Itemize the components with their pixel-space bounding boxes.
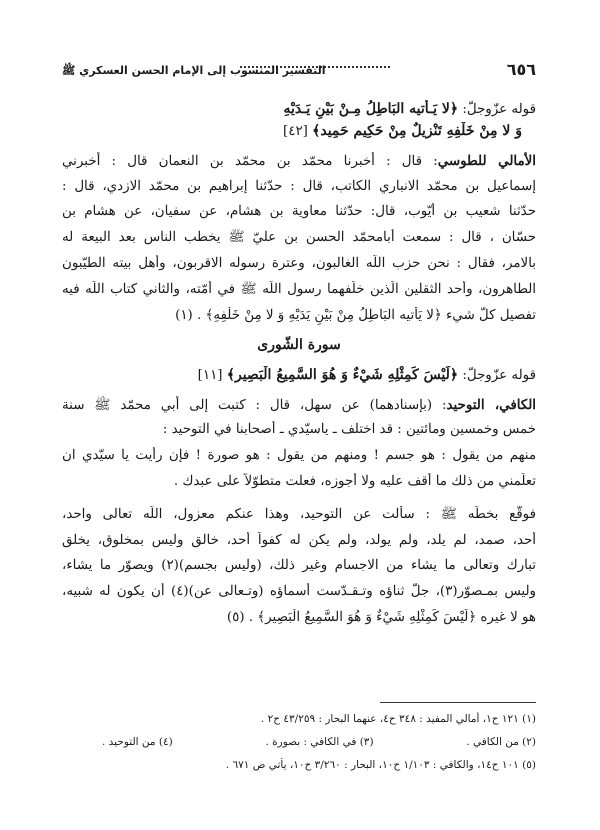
running-header	[62, 60, 536, 82]
amali-line: حدّثنا شعيب بن أيّوب، قال: حدّثنا معاوية بن هشام، عن سفيان، عن هشام بن	[62, 204, 536, 219]
verse-line-1	[62, 100, 536, 119]
surah-heading: سورة الشّورى	[257, 337, 341, 353]
running-title: التفسير المنسوب إلى الإمام الحسن العسكري ﷺ	[62, 64, 326, 77]
kafi-line-1	[62, 396, 536, 415]
amali-line: إسماعيل بن محمّد الانباري الكاتب، قال : حدّثنا إبراهيم بن محمّد الازدي، قال :	[62, 179, 536, 194]
amali-line-1	[62, 152, 536, 171]
footnote-4: (٤) من التوحيد .	[102, 736, 173, 748]
kafi-line: وليس بمـصوّر(٣)، جلّ ثناؤه وتـقـدّست أسماؤه (وتـعالى عن)(٤) أن يكون له شبيه،	[62, 584, 536, 599]
verse-line-3	[62, 366, 536, 385]
kafi-line: أحد، صمد، لم يلد، ولم يولد، ولم يكن له كفواً أحد، خالق وليس بمخلوق، يخلق	[62, 533, 536, 548]
kafi-line: خمس وخمسين ومائتين : قد اختلف ـ ياسيّدي ـ أصحابنا في التوحيد :	[162, 422, 536, 437]
footnote-3: (٣) في الكافي : بصورة .	[265, 736, 374, 748]
verse-intro: قوله عزّوجلّ:	[458, 368, 536, 383]
kafi-line: تعلّمني من ذلك ما أقف عليه ولا أجوزه، فعلت متطوّلاً على عبدك .	[173, 474, 536, 489]
kafi-line: هو لا غيره ﴿لَيْسَ كَمِثْلِهِ شَيْءٌ وَ هُوَ السَّمِيعُ الْبَصِير﴾ . (٥)	[226, 610, 536, 625]
verse-ref: [٤٢]	[283, 124, 313, 139]
footnote-1: (١) ١٢١ ح١، أمالي المفيد : ٣٤٨ ح٤، عنهما البحار : ٤٣/٢٥٩ ح٢ .	[260, 713, 536, 725]
amali-line: بالامر، فقال : نحن حزب اللّه الغالبون، وعترة رسوله الاقربون، وأهل بيته الطيّبون	[62, 256, 536, 271]
verse-line-2	[62, 122, 536, 141]
text-run: : (بإسنادهما) عن سهل، قال : كتبت إلى أبي محمّد ﷺ سنة	[62, 398, 447, 413]
text-run: : قال : أخبرنا محمّد بن محمّد بن النعمان قال : أخبرني	[62, 154, 438, 169]
quran-verse: ﴿لا يَـأتيه البَاطِلُ مِـنْ بَيْنِ يَـدَيْهِ	[283, 101, 459, 117]
footnote-5: (٥) ١٠١ ح١٤، والكافي : ١/١٠٣ ح١٠، البحار : ٣/٢٦٠ ح١٠، يأتي ص ٦٧١ .	[225, 759, 536, 771]
amali-line: الطاهرون، وأحد الثقلين الّذين خلّفهما رسول اللّه ﷺ في أمّته، والثاني كتاب اللّه فيه	[62, 282, 536, 297]
amali-line: حسّان ، قال : سمعت أبامحمّد الحسن بن عليّ ﷺ يخطب الناس بعد البيعة له	[62, 230, 536, 245]
kafi-line: منهم من يقول : هو جسم ! ومنهم من يقول : هو صورة ! فإن رأيت يا سيّدي ان	[62, 448, 536, 463]
verse-ref: [١١]	[197, 368, 227, 383]
verse-intro: قوله عزّوجلّ:	[458, 102, 536, 117]
quran-verse: وَ لا مِنْ خَلْفِهِ تَنْزيلٌ مِنْ حَكِيم حَمِيد﴾	[312, 123, 522, 139]
kafi-line: فوقّع بخطّه ﷺ : سألت عن التوحيد، وهذا عنكم معزول، اللّه تعالى واحد،	[62, 507, 536, 522]
footnote-row	[62, 735, 536, 750]
footnote-separator	[380, 702, 536, 703]
amali-line: تفصيل كلّ شيء ﴿لا يَأتيه البَاطِلُ مِنْ بَيْنِ يَدَيْهِ وَ لا مِنْ خَلْفِهِ﴾ . (١)	[175, 308, 536, 323]
quran-verse: ﴿لَيْسَ كَمِثْلِهِ شَيْءٌ وَ هُوَ السَّمِيعُ الْبَصِير﴾	[226, 367, 459, 383]
source-label: الكافي، التوحيد	[446, 397, 536, 413]
source-label: الأمالي للطوسي	[437, 153, 536, 169]
page-number: ٦٥٦	[506, 60, 536, 79]
kafi-line: تبارك وتعالى ما يشاء من الاجسام وغير ذلك، (وليس بجسم)(٢) ويصوّر ما يشاء،	[62, 558, 536, 573]
footnote-2: (٢) من الكافي .	[466, 736, 536, 748]
